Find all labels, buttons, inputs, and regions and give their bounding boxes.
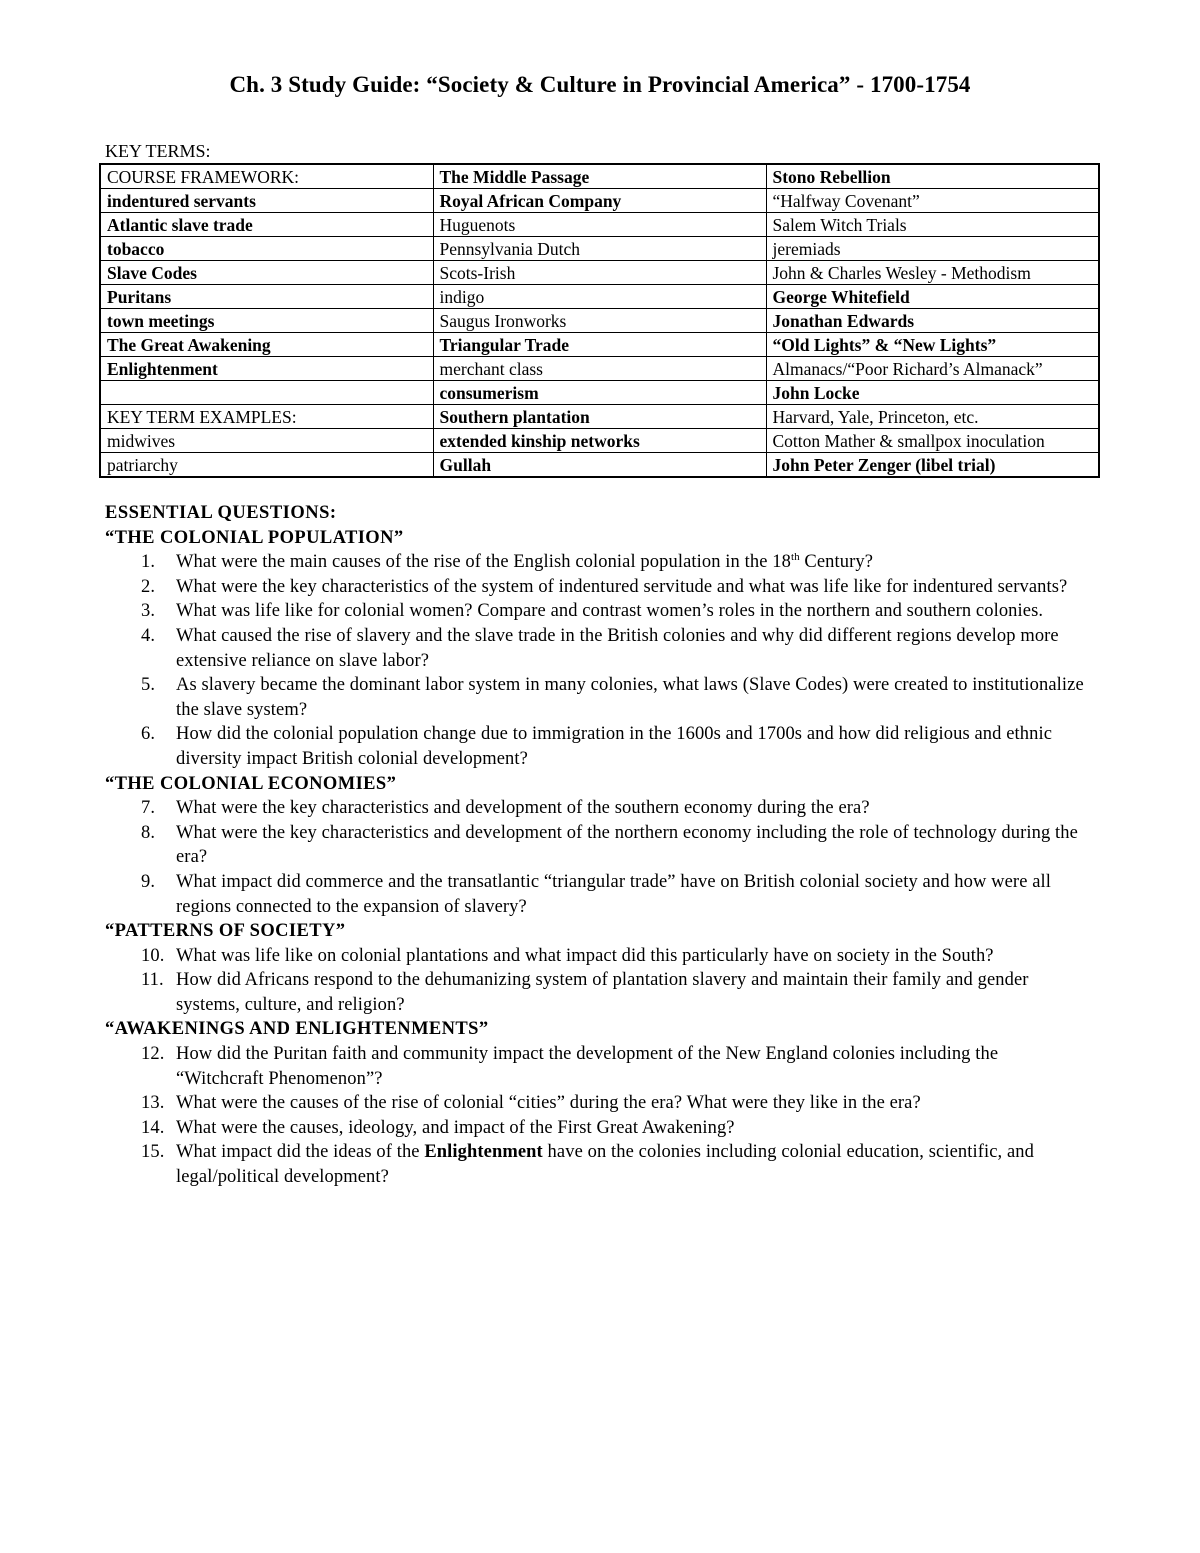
question-number: 5. [141, 675, 156, 696]
table-cell: Puritans [100, 285, 433, 309]
question-list [105, 550, 1085, 771]
question-number: 3. [141, 601, 156, 622]
question-number: 1. [141, 552, 156, 573]
question-text: What was life like on colonial plantations and what impact did this particularly have on society in the South? [176, 945, 994, 966]
list-item [105, 673, 1085, 722]
question-number: 6. [141, 724, 156, 745]
question-text: As slavery became the dominant labor system in many colonies, what laws (Slave Codes) were created to institutionalize the slave system? [176, 675, 1084, 720]
question-number: 8. [141, 822, 156, 843]
list-item [105, 550, 1085, 575]
list-item [105, 1116, 1085, 1141]
table-row [100, 309, 1099, 333]
table-cell: Pennsylvania Dutch [433, 237, 766, 261]
question-text: What caused the rise of slavery and the slave trade in the British colonies and why did different regions develop more extensive reliance on slave labor? [176, 625, 1059, 671]
table-cell: Gullah [433, 453, 766, 478]
list-item [105, 1140, 1085, 1189]
table-cell: Scots-Irish [433, 261, 766, 285]
table-cell: Harvard, Yale, Princeton, etc. [766, 405, 1099, 429]
table-cell: Enlightenment [100, 357, 433, 381]
table-cell: indentured servants [100, 189, 433, 213]
question-text: What was life like for colonial women? Compare and contrast women’s roles in the northern and southern colonies. [176, 601, 1044, 622]
question-text: What were the key characteristics and development of the northern economy including the role of technology during the era? [176, 822, 1078, 868]
table-row [100, 213, 1099, 237]
table-cell: Cotton Mather & smallpox inoculation [766, 429, 1099, 453]
question-text: What were the causes, ideology, and impact of the First Great Awakening? [176, 1117, 735, 1138]
table-cell: “Halfway Covenant” [766, 189, 1099, 213]
table-cell: jeremiads [766, 237, 1099, 261]
question-text: How did the Puritan faith and community impact the development of the New England colonies including the “Witchcraft Phenomenon”? [176, 1044, 999, 1089]
question-number: 10. [141, 945, 165, 966]
question-text: What were the causes of the rise of colonial “cities” during the era? What were they like in the era? [176, 1093, 921, 1114]
question-number: 11. [141, 970, 164, 991]
list-item [105, 599, 1085, 624]
list-item [105, 624, 1085, 673]
table-row [100, 453, 1099, 478]
question-number: 2. [141, 576, 156, 597]
question-number: 13. [141, 1093, 165, 1114]
table-row [100, 237, 1099, 261]
question-text: How did Africans respond to the dehumanizing system of plantation slavery and maintain their family and gender systems, culture, and religion? [176, 970, 1029, 1015]
table-row [100, 285, 1099, 309]
key-terms-heading: KEY TERMS: [105, 141, 211, 161]
section-heading: “THE COLONIAL ECONOMIES” [105, 773, 397, 794]
table-row [100, 405, 1099, 429]
table-cell [100, 381, 433, 405]
table-row [100, 381, 1099, 405]
question-text: th [790, 551, 800, 564]
list-item [105, 944, 1085, 969]
table-row [100, 429, 1099, 453]
table-cell: indigo [433, 285, 766, 309]
question-text: Century? [799, 552, 874, 573]
table-cell: merchant class [433, 357, 766, 381]
list-item [105, 575, 1085, 600]
table-cell: COURSE FRAMEWORK: [100, 164, 433, 189]
question-text: have on the colonies including colonial education, scientific, and legal/political development? [176, 1142, 1034, 1188]
list-item [105, 1091, 1085, 1116]
essential-questions-heading: ESSENTIAL QUESTIONS: [105, 503, 337, 523]
table-cell: Slave Codes [100, 261, 433, 285]
question-number: 9. [141, 871, 156, 892]
list-item [105, 821, 1085, 870]
table-cell: tobacco [100, 237, 433, 261]
table-row [100, 333, 1099, 357]
table-cell: Salem Witch Trials [766, 213, 1099, 237]
table-cell: Saugus Ironworks [433, 309, 766, 333]
question-list [105, 944, 1085, 1018]
question-number: 14. [141, 1117, 165, 1138]
table-cell: Southern plantation [433, 405, 766, 429]
table-cell: town meetings [100, 309, 433, 333]
question-number: 15. [141, 1142, 165, 1163]
table-cell: John & Charles Wesley - Methodism [766, 261, 1099, 285]
table-cell: extended kinship networks [433, 429, 766, 453]
key-terms-table [99, 163, 1100, 478]
question-number: 7. [141, 798, 156, 819]
question-list [105, 796, 1085, 919]
table-cell: The Middle Passage [433, 164, 766, 189]
table-cell: Atlantic slave trade [100, 213, 433, 237]
table-cell: John Peter Zenger (libel trial) [766, 453, 1099, 478]
question-text: What were the key characteristics and development of the southern economy during the era? [176, 798, 870, 819]
table-cell: Royal African Company [433, 189, 766, 213]
question-text: What impact did the ideas of the [176, 1142, 425, 1163]
table-row [100, 164, 1099, 189]
table-cell: midwives [100, 429, 433, 453]
question-text: Enlightenment [424, 1142, 543, 1163]
list-item [105, 1042, 1085, 1091]
table-cell: patriarchy [100, 453, 433, 478]
table-cell: Triangular Trade [433, 333, 766, 357]
list-item [105, 968, 1085, 1017]
list-item [105, 870, 1085, 919]
table-cell: Almanacs/“Poor Richard’s Almanack” [766, 357, 1099, 381]
table-row [100, 189, 1099, 213]
table-cell: John Locke [766, 381, 1099, 405]
table-row [100, 357, 1099, 381]
table-cell: Jonathan Edwards [766, 309, 1099, 333]
table-cell: KEY TERM EXAMPLES: [100, 405, 433, 429]
table-cell: “Old Lights” & “New Lights” [766, 333, 1099, 357]
table-cell: Huguenots [433, 213, 766, 237]
question-number: 4. [141, 625, 156, 646]
table-row [100, 261, 1099, 285]
table-cell: consumerism [433, 381, 766, 405]
list-item [105, 722, 1085, 771]
table-cell: The Great Awakening [100, 333, 433, 357]
question-text: What impact did commerce and the transatlantic “triangular trade” have on British colonial society and how were all regions connected to the expansion of slavery? [176, 871, 1052, 917]
list-item [105, 796, 1085, 821]
table-cell: Stono Rebellion [766, 164, 1099, 189]
question-text: What were the main causes of the rise of the English colonial population in the 18 [176, 552, 791, 573]
table-cell: George Whitefield [766, 285, 1099, 309]
question-number: 12. [141, 1044, 165, 1065]
question-text: How did the colonial population change due to immigration in the 1600s and 1700s and how did religious and ethnic diversity impact British colonial development? [176, 724, 1053, 769]
question-text: What were the key characteristics of the system of indentured servitude and what was life like for indentured servants? [176, 576, 1068, 597]
question-list [105, 1042, 1085, 1190]
page-title: Ch. 3 Study Guide: “Society & Culture in Provincial America” - 1700-1754 [229, 72, 971, 97]
section-heading: “THE COLONIAL POPULATION” [105, 527, 404, 548]
section-heading: “AWAKENINGS AND ENLIGHTENMENTS” [105, 1019, 489, 1040]
section-heading: “PATTERNS OF SOCIETY” [105, 921, 346, 942]
essential-questions [105, 501, 1085, 1190]
